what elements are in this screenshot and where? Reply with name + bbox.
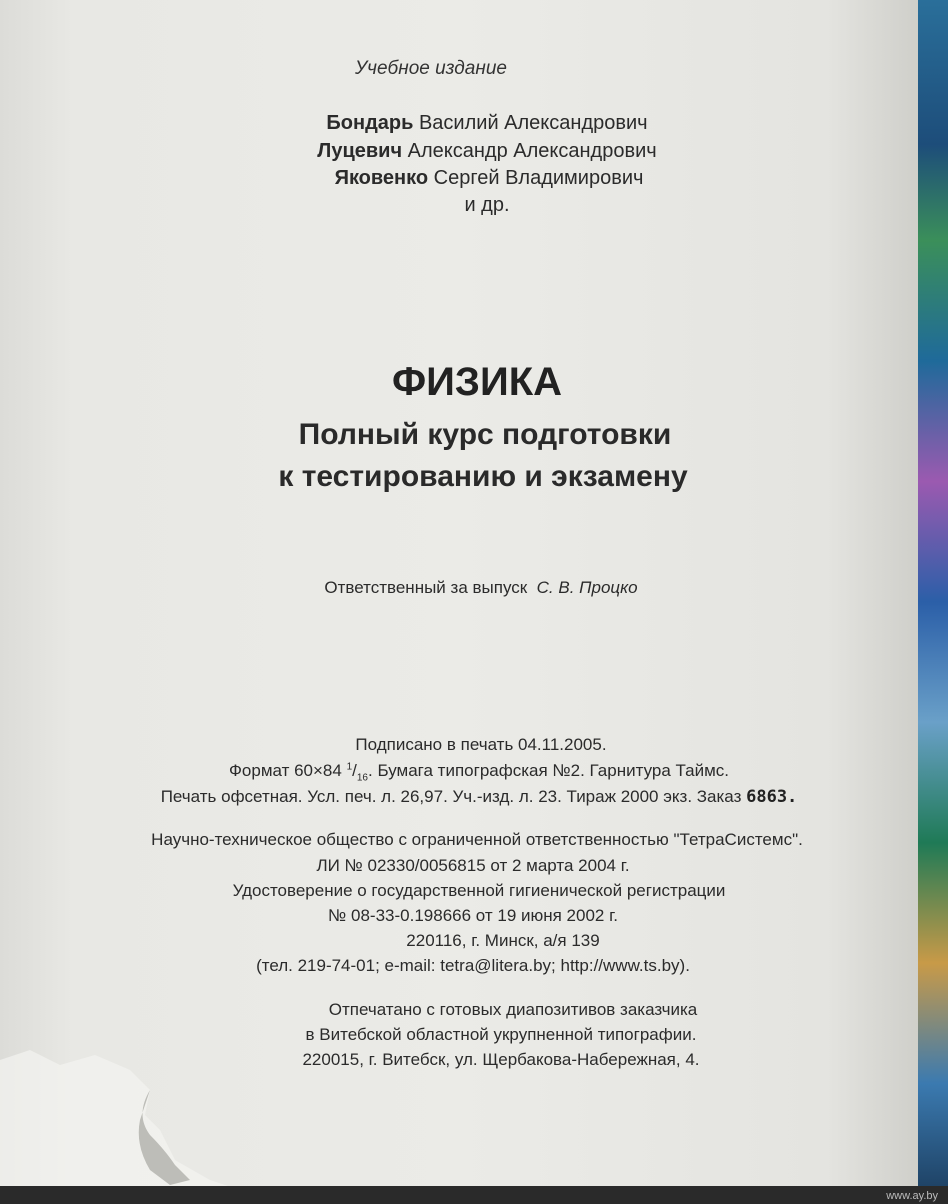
printer-address: 220015, г. Витебск, ул. Щербакова-Набережная, 4. xyxy=(302,1050,700,1069)
format-fraction-den: 16 xyxy=(356,772,368,784)
format-prefix: Формат 60×84 xyxy=(228,761,347,780)
signed-date: Подписано в печать 04.11.2005. xyxy=(355,735,607,754)
format-fraction-num: 1 xyxy=(346,761,353,773)
responsible-name: С. В. Процко xyxy=(536,578,638,597)
author-3-names: Сергей Владимирович xyxy=(433,167,644,189)
author-1-names: Василий Александрович xyxy=(418,112,648,134)
adjacent-books-edge xyxy=(918,0,948,1204)
author-1-surname: Бондарь xyxy=(326,112,414,134)
authors-etc: и др. xyxy=(464,194,510,216)
book-title: ФИЗИКА xyxy=(392,360,562,404)
publisher-address: 220116, г. Минск, а/я 139 xyxy=(406,931,600,950)
publisher-certificate: Удостоверение о государственной гигиенической регистрации xyxy=(232,881,726,900)
book-subtitle-2: к тестированию и экзамену xyxy=(278,460,688,493)
publisher-certificate-number: № 08-33-0.198666 от 19 июня 2002 г. xyxy=(328,906,618,925)
publisher-name: Научно-техническое общество с ограниченной ответственностью "ТетраСистемс". xyxy=(151,830,803,849)
author-2-surname: Луцевич xyxy=(317,140,403,162)
torn-corner xyxy=(0,1020,240,1190)
print-details-text: Печать офсетная. Усл. печ. л. 26,97. Уч.-изд. л. 23. Тираж 2000 экз. Заказ xyxy=(160,787,742,806)
author-2 xyxy=(28,140,946,163)
author-1 xyxy=(28,112,946,135)
author-3-surname: Яковенко xyxy=(334,167,429,189)
print-details xyxy=(20,787,938,807)
format-suffix: . Бумага типографская №2. Гарнитура Таймс. xyxy=(368,761,730,780)
book-subtitle-1: Полный курс подготовки xyxy=(298,418,672,451)
bottom-shadow xyxy=(0,1186,948,1204)
author-2-names: Александр Александрович xyxy=(407,140,657,162)
publisher-license: ЛИ № 02330/0056815 от 2 марта 2004 г. xyxy=(316,856,630,875)
responsible-line xyxy=(22,578,940,598)
author-3 xyxy=(30,167,948,190)
responsible-label: Ответственный за выпуск xyxy=(324,578,528,597)
watermark: www.ay.by xyxy=(886,1190,938,1202)
edition-type: Учебное издание xyxy=(355,58,507,79)
printer-line-1: Отпечатано с готовых диапозитивов заказчика xyxy=(328,1000,698,1019)
format-line: Формат 60×84 $^1/_{16}$. Бумага типографская №2. Гарнитура Таймс. xyxy=(228,761,730,784)
publisher-contacts: (тел. 219-74-01; e-mail: tetra@litera.by; http://www.ts.by). xyxy=(256,956,690,975)
order-number: 6863. xyxy=(746,787,798,807)
printer-line-2: в Витебской областной укрупненной типографии. xyxy=(305,1025,697,1044)
